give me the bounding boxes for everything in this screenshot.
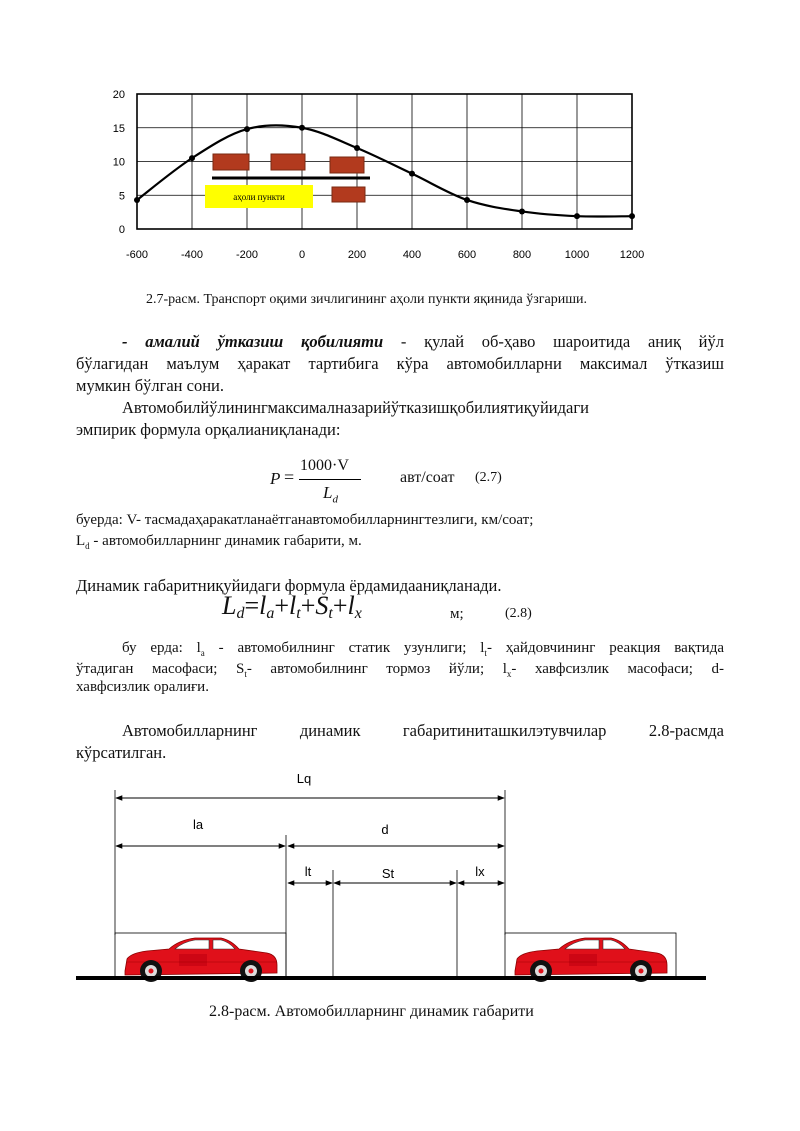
fraction-bar <box>299 479 361 480</box>
data-point <box>409 171 415 177</box>
formula-2-7: P = 1000·V $L_d$ авт/соат (2.7) <box>270 457 502 506</box>
data-point <box>464 197 470 203</box>
explain-line-3: хавфсизлик оралиғи. <box>76 679 209 695</box>
y-tick-label: 20 <box>112 89 125 101</box>
y-tick-label: 5 <box>118 190 125 203</box>
x-tick-label: -200 <box>235 249 259 261</box>
data-point <box>134 197 140 203</box>
car-left <box>125 938 277 982</box>
y-tick-label: 10 <box>112 156 125 169</box>
x-tick-label: 800 <box>512 249 532 261</box>
definition-line-2: бўлагидан маълум ҳаракат тартибига кўра автомобилларни максимал ўтказиш <box>76 354 724 373</box>
building-block <box>330 157 364 173</box>
data-point <box>629 213 635 219</box>
figure-2-7-caption: 2.7-расм. Транспорт оқими зичлигининг аҳоли пункти яқинида ўзгариши. <box>146 292 587 307</box>
lx-label: lx <box>475 864 485 879</box>
formula-2-8: $L_d=l_a+l_t+S_t+l_x$ <box>222 591 362 623</box>
explain-line-1: бу ерда: $l_a$ - автомобилнинг статик узунлиги; $l_t-$ ҳайдовчининг реакция вақтида <box>122 640 724 658</box>
x-tick-label: -400 <box>180 249 204 261</box>
data-point <box>574 213 580 219</box>
chart-x-tick-labels <box>126 249 644 261</box>
building-block <box>271 154 305 170</box>
building-block <box>332 187 365 202</box>
figure-intro-line-1: Автомобилларнинг динамик габаритиниташкилэтувчилар 2.8-расмда <box>122 721 724 740</box>
data-point <box>519 208 525 214</box>
where-line-1: буерда: V- тасмадаҳаракатланаётганавтомобилларнингтезлиги, км/соат; <box>76 512 534 528</box>
formula-2-8-unit: м; <box>450 606 464 622</box>
formula-numerator: 1000·V <box>300 457 349 474</box>
definition-term: амалий ўтказиш қобилияти <box>145 332 384 351</box>
x-tick-label: 1200 <box>619 249 645 261</box>
st-label: St <box>381 866 395 881</box>
data-point <box>299 125 305 131</box>
explain-line-2: ўтадиган масофаси; $S_t-$ автомобилнинг тормоз йўли; $l_x-$ хавфсизлик масофаси; d- <box>76 661 724 679</box>
data-point <box>189 155 195 161</box>
dynamic-dimension-diagram <box>70 765 720 990</box>
data-point <box>244 126 250 132</box>
formula-intro-line-2: эмпирик формула орқалианиқланади: <box>76 420 341 439</box>
data-point <box>354 145 360 151</box>
chart-y-tick-labels <box>113 89 125 236</box>
figure-intro-line-2: кўрсатилган. <box>76 743 167 762</box>
building-block <box>213 154 249 170</box>
x-tick-label: 600 <box>457 249 477 261</box>
lq-label: Lq <box>296 771 312 786</box>
x-tick-label: 200 <box>347 249 367 261</box>
x-tick-label: 1000 <box>564 249 590 261</box>
lt-label: lt <box>304 864 312 879</box>
y-tick-label: 15 <box>112 122 125 135</box>
formula-number: (2.7) <box>475 470 502 485</box>
x-tick-label: -600 <box>125 249 149 261</box>
x-tick-label: 0 <box>298 249 306 261</box>
formula-2-8-number: (2.8) <box>505 606 532 621</box>
formula-intro-line-1: Автомобилйўлинингмаксималназарийўтказишқобилиятиқуйидаги <box>122 398 589 417</box>
la-label: la <box>192 817 204 832</box>
density-chart <box>95 80 655 275</box>
definition-line-1: - амалий ўтказиш қобилияти - қулай об-ҳаво шароитида аниқ йўл <box>122 332 724 351</box>
x-tick-label: 400 <box>402 249 422 261</box>
formula-unit: авт/соат <box>400 469 455 486</box>
y-tick-label: 0 <box>118 224 125 236</box>
definition-line-3: мумкин бўлган сони. <box>76 376 225 395</box>
settlement-label: аҳоли пункти <box>233 192 285 202</box>
car-right <box>515 938 667 982</box>
dynamic-intro: Динамик габаритниқуйидаги формула ёрдамидааниқланади. <box>76 576 502 595</box>
where-line-2: $L_d$ - автомобилларнинг динамик габарити, м. <box>76 533 362 551</box>
d-label: d <box>381 822 389 837</box>
figure-2-8-caption: 2.8-расм. Автомобилларнинг динамик габарити <box>209 1003 534 1020</box>
